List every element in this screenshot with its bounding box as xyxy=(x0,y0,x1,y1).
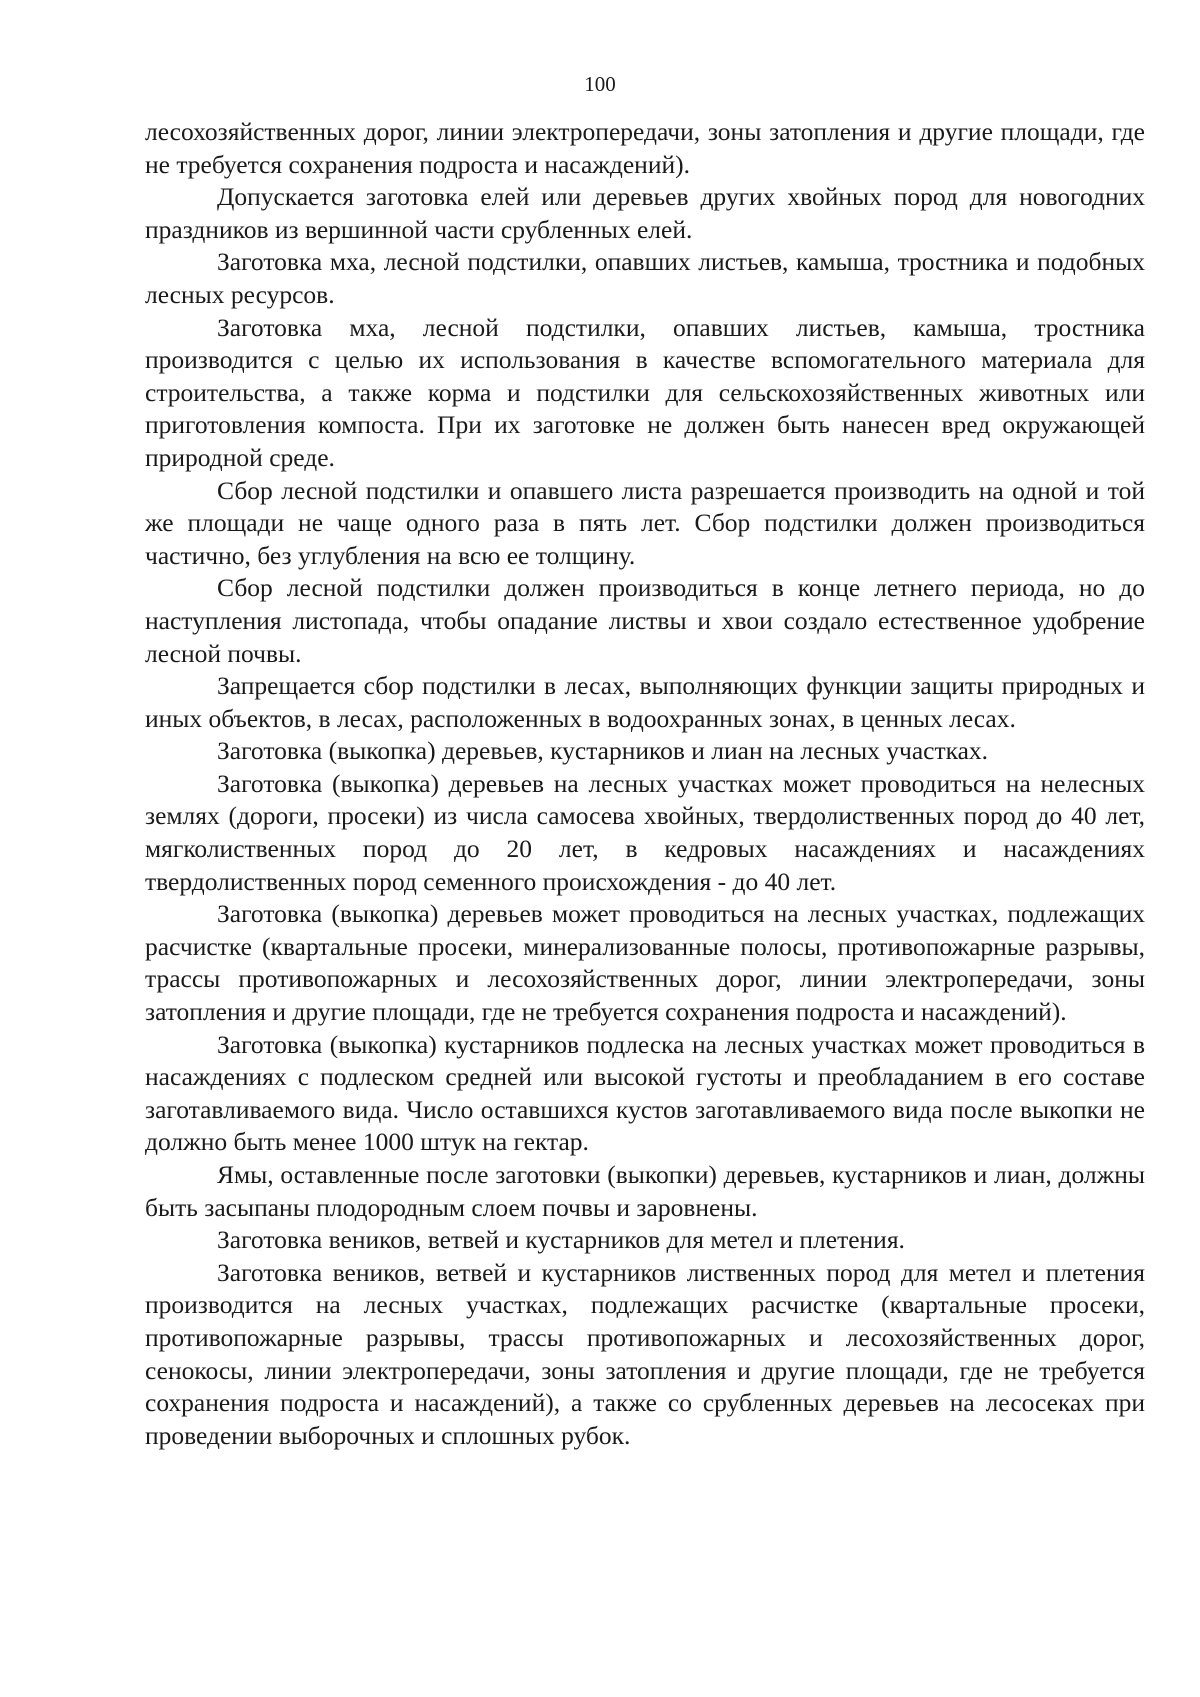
paragraph-continuation: лесохозяйственных дорог, линии электропередачи, зоны затопления и другие площади, где не требуется сохранения подроста и насаждений). xyxy=(145,117,1145,179)
paragraph: Заготовка (выкопка) деревьев может проводиться на лесных участках, подлежащих расчистке (квартальные просеки, минерализованные полосы, противопожарные разрывы, трассы противопожарных и лесохозяйственных дорог, линии электропередачи, зоны затопления и другие площади, где не требуется сохранения подроста и насаждений). xyxy=(145,899,1145,1027)
body-text xyxy=(145,116,1145,1452)
paragraph: Сбор лесной подстилки и опавшего листа разрешается производить на одной и той же площади не чаще одного раза в пять лет. Сбор подстилки должен производиться частично, без углубления на всю ее толщину. xyxy=(145,475,1145,570)
paragraph: Ямы, оставленные после заготовки (выкопки) деревьев, кустарников и лиан, должны быть засыпаны плодородным слоем почвы и заровнены. xyxy=(145,1160,1145,1222)
paragraph: Допускается заготовка елей или деревьев других хвойных пород для новогодних праздников из вершинной части срубленных елей. xyxy=(145,182,1145,244)
paragraph-heading: Заготовка (выкопка) деревьев, кустарников и лиан на лесных участках. xyxy=(217,736,989,766)
paragraph-heading: Заготовка мха, лесной подстилки, опавших листьев, камыша, тростника и подобных лесных ресурсов. xyxy=(145,247,1145,309)
paragraph: Заготовка (выкопка) деревьев на лесных участках может проводиться на нелесных землях (дороги, просеки) из числа самосева хвойных, твердолиственных пород до 40 лет, мягколиственных пород до 20 лет, в кедровых насаждениях и насаждениях твердолиственных пород семенного происхождения - до 40 лет. xyxy=(145,768,1145,896)
paragraph-heading: Заготовка веников, ветвей и кустарников для метел и плетения. xyxy=(217,1225,905,1255)
page-number: 100 xyxy=(584,72,616,96)
paragraph: Запрещается сбор подстилки в лесах, выполняющих функции защиты природных и иных объектов, в лесах, расположенных в водоохранных зонах, в ценных лесах. xyxy=(145,671,1145,733)
paragraph: Заготовка веников, ветвей и кустарников лиственных пород для метел и плетения производится на лесных участках, подлежащих расчистке (квартальные просеки, противопожарные разрывы, трассы противопожарных и лесохозяйственных дорог, сенокосы, линии электропередачи, зоны затопления и другие площади, где не требуется сохранения подроста и насаждений), а также со срубленных деревьев на лесосеках при проведении выборочных и сплошных рубок. xyxy=(145,1257,1145,1450)
paragraph: Сбор лесной подстилки должен производиться в конце летнего периода, но до наступления листопада, чтобы опадание листвы и хвои создало естественное удобрение лесной почвы. xyxy=(145,573,1145,668)
paragraph: Заготовка (выкопка) кустарников подлеска на лесных участках может проводиться в насаждениях с подлеском средней или высокой густоты и преобладанием в его составе заготавливаемого вида. Число оставшихся кустов заготавливаемого вида после выкопки не должно быть менее 1000 штук на гектар. xyxy=(145,1029,1145,1157)
paragraph: Заготовка мха, лесной подстилки, опавших листьев, камыша, тростника производится с целью их использования в качестве вспомогательного материала для строительства, а также корма и подстилки для сельскохозяйственных животных или приготовления компоста. При их заготовке не должен быть нанесен вред окружающей природной среде. xyxy=(145,312,1145,472)
